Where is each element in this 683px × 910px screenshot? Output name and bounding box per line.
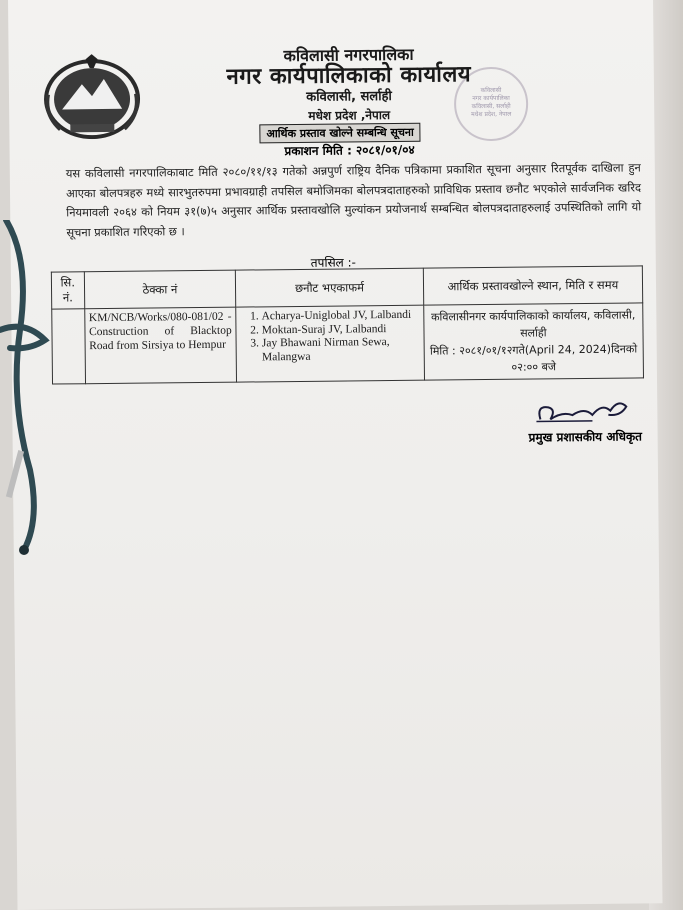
col-header-contract: ठेक्का नं bbox=[84, 270, 236, 309]
cell-contract: KM/NCB/Works/080-081/02 - Construction of Blacktop Road from Sirsiya to Hempur bbox=[84, 307, 236, 384]
table-heading: तपसिल :- bbox=[310, 255, 357, 270]
notice-body: यस कविलासी नगरपालिकाबाट मिति २०८०/११/१३ गतेको अन्नपुर्ण राष्ट्रिय दैनिक पत्रिकामा प्रकाशित सूचना अनुसार रितपूर्वक दाखिला हुन आएका बोलपत्रहरु मध्ये सारभुतरुपमा प्रभावग्राही तपसिल बमोजिमका बोलपत्रदाताहरुको प्राविधिक प्रस्ताव छनौट भएकोले सार्वजनिक खरिद नियमावली २०६४ को नियम ३१(७)५ अनुसार आर्थिक प्रस्तावखोलि मुल्यांकन प्रयोजनार्थ सम्बन्धित बोलपत्रदाताहरुलाई उपस्थितिको लागि यो सूचना प्रकाशित गरिएको छ । bbox=[65, 160, 642, 239]
cell-firms bbox=[236, 305, 424, 382]
province-name: मधेश प्रदेश ,नेपाल bbox=[308, 108, 391, 123]
municipality-name: कविलासी नगरपालिका bbox=[283, 44, 414, 66]
publication-date: प्रकाशन मिति : २०८१/०१/०४ bbox=[284, 142, 415, 159]
office-name: नगर कार्यपालिकाको कार्यालय bbox=[226, 62, 472, 90]
string-tag-icon bbox=[0, 220, 70, 560]
nepal-emblem-icon bbox=[42, 54, 143, 140]
cell-venue bbox=[423, 303, 643, 380]
firm-list bbox=[262, 309, 419, 365]
office-location: कविलासी, सर्लाही bbox=[306, 88, 392, 105]
venue-place: कविलासीनगर कार्यपालिकाको कार्यालय, कविलासी, सर्लाही bbox=[430, 308, 636, 340]
stamp-line: नगर कार्यपालिका bbox=[472, 94, 510, 103]
table-header-row bbox=[51, 266, 642, 309]
firm-item: 2. Moktan-Suraj JV, Lalbandi bbox=[262, 322, 419, 337]
signature-mark bbox=[532, 396, 632, 427]
col-header-venue: आर्थिक प्रस्तावखोल्ने स्थान, मिति र समय bbox=[423, 266, 643, 305]
stamp-line: कविलासी, सर्लाही bbox=[471, 102, 511, 111]
firm-item: 3. Jay Bhawani Nirman Sewa, Malangwa bbox=[262, 336, 419, 365]
col-header-sn: सि. नं. bbox=[51, 272, 84, 309]
details-table bbox=[51, 265, 644, 384]
stamp-line: मधेश प्रदेश, नेपाल bbox=[471, 110, 512, 119]
signatory-title: प्रमुख प्रशासकीय अधिकृत bbox=[528, 429, 643, 445]
document-page bbox=[8, 0, 662, 910]
venue-datetime: मिति : २०८१/०१/१२गते(April 24, 2024)दिनको ०२:०० बजे bbox=[429, 342, 638, 374]
notice-title: आर्थिक प्रस्ताव खोल्ने सम्बन्धि सूचना bbox=[259, 123, 421, 144]
firm-item: 1. Acharya-Uniglobal JV, Lalbandi bbox=[262, 309, 419, 324]
col-header-firms: छनौट भएकाफर्म bbox=[236, 268, 424, 307]
stamp-line: कविलासी bbox=[480, 86, 502, 95]
table-row bbox=[52, 303, 644, 384]
